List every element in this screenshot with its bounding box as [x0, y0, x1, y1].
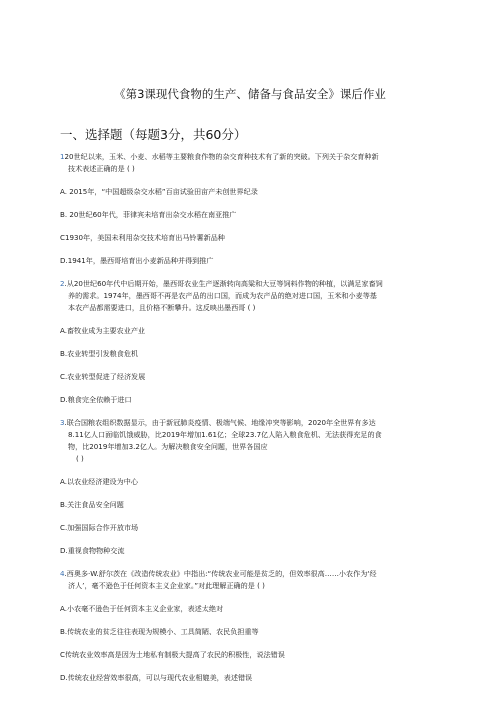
- question-stem: [60, 151, 442, 175]
- option-c: C.加强国际合作开放市场: [60, 523, 139, 532]
- stem-line: .联合国粮农组织数据显示，由于新冠肺炎疫情、极端气候、地缘冲突等影响，2020年全世界有多达: [64, 418, 376, 427]
- question-number: 3: [60, 418, 65, 427]
- stem-line: 物，比2019年增加3.2亿人。为解决粮食安全问题，世界各国应: [68, 442, 268, 451]
- option-b: B.传统农业的贫乏往往表现为规模小、工具简陋、农民负担重等: [60, 627, 259, 636]
- option-a: A.畜牧业成为主要农业产业: [60, 326, 146, 335]
- option-c: C传统农业效率高是因为土地私有制极大提高了农民的积极性，说法错误: [60, 650, 285, 659]
- question-number: 4: [60, 569, 65, 578]
- stem-line: 技术表述正确的是 ( ): [68, 164, 135, 173]
- option-a: A.小农毫不逊色于任何资本主义企业家，表述太绝对: [60, 604, 224, 613]
- stem-line: .西奥多·W.舒尔茨在《改造传统农业》中指出:“传统农业可能是贫乏的，但效率很高……小农作为‘经: [64, 569, 377, 578]
- question-stem: [60, 417, 442, 465]
- option-a: A.以农业经济建设为中心: [60, 477, 138, 486]
- question-2: [60, 278, 442, 314]
- option-b: B.农业转型引发粮食危机: [60, 349, 139, 358]
- stem-line: 济人’，毫不逊色于任何资本主义企业家。”对此理解正确的是 ( ): [68, 581, 265, 590]
- question-4: [60, 568, 442, 592]
- page-title: 《第3课现代食物的生产、储备与食品安全》课后作业: [114, 87, 386, 101]
- option-c: C1930年，美国未利用杂交技术培育出马铃薯新品种: [60, 233, 225, 242]
- question-number: 1: [60, 152, 65, 161]
- section-heading: 一、选择题（每题3分，共60分）: [60, 127, 247, 142]
- question-list: [60, 151, 442, 695]
- question-3: [60, 417, 442, 465]
- stem-line: 8.11亿人口面临饥饿威胁，比2019年增加1.61亿；全球23.7亿人陷入粮食危机、无法获得充足的食: [68, 430, 382, 439]
- option-a: A. 2015年，“中国超级杂交水稻”百亩试验田亩产未创世界纪录: [60, 187, 258, 196]
- question-1: [60, 151, 442, 175]
- option-d: D.1941年，墨西哥培育出小麦新品种并得到推广: [60, 256, 214, 265]
- option-d: D.重视食物物种交流: [60, 546, 125, 555]
- answer-paren: ( ): [76, 454, 84, 463]
- stem-line: 20世纪以来，玉米、小麦、水稻等主要粮食作物的杂交育种技术有了新的突破。下列关于杂交育种新: [64, 152, 379, 161]
- stem-line: 本农产品都需要进口，且价格不断攀升。这反映出墨西哥 ( ): [68, 303, 256, 312]
- question-number: 2: [60, 279, 65, 288]
- question-stem: [60, 278, 442, 314]
- option-d: D.粮食完全依赖于进口: [60, 395, 132, 404]
- option-d: D.传统农业经营效率很高，可以与现代农业相媲美，表述错误: [60, 673, 253, 682]
- option-c: C.农业转型促进了经济发展: [60, 372, 146, 381]
- option-b: B.关注食品安全问题: [60, 500, 124, 509]
- stem-line: 养的需求。1974年，墨西哥不再是农产品的出口国，而成为农产品的绝对进口国，玉米和小麦等基: [68, 291, 377, 300]
- question-stem: [60, 568, 442, 592]
- stem-line: .从20世纪60年代中后期开始，墨西哥农业生产逐渐转向高粱和大豆等饲料作物的种植，以满足家畜饲: [64, 279, 383, 288]
- option-b: B. 20世纪60年代，菲律宾未培育出杂交水稻在南亚推广: [60, 210, 237, 219]
